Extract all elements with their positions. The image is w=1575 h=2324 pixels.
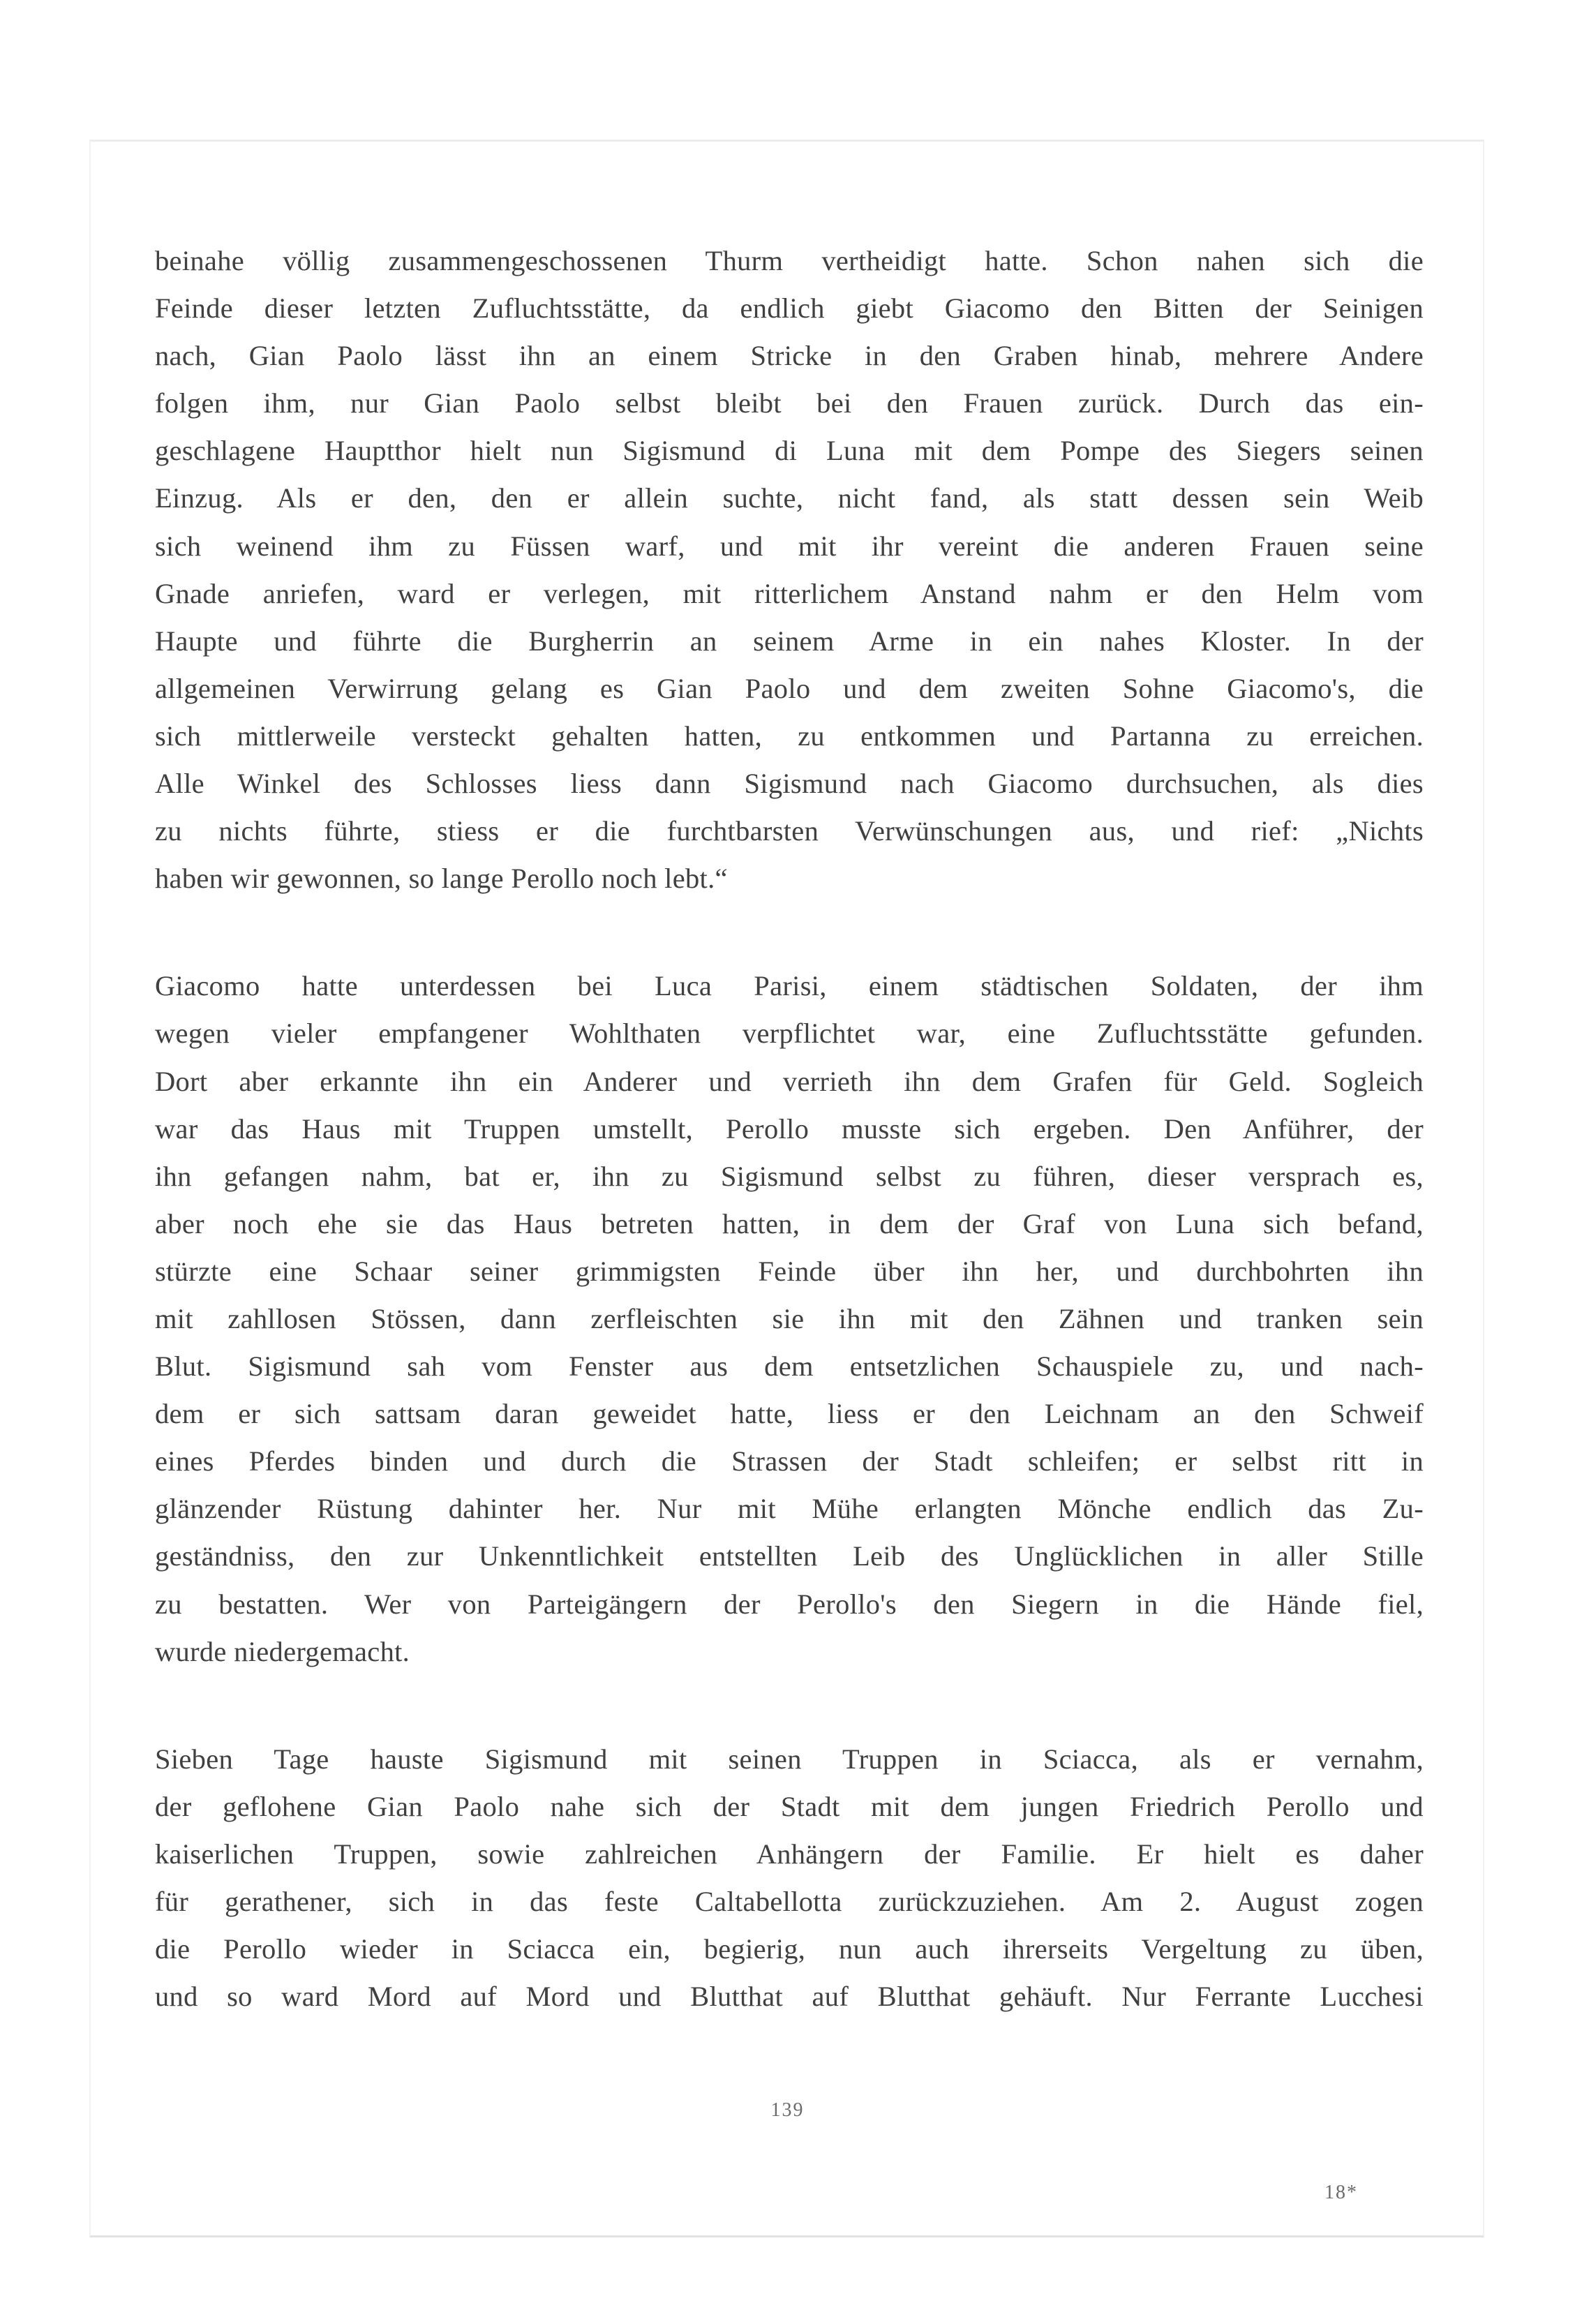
text-line: sich mittlerweile versteckt gehalten hatten, zu entkommen und Partanna zu erreichen. xyxy=(155,720,1424,752)
text-line: kaiserlichen Truppen, sowie zahlreichen Anhängern der Familie. Er hielt es daher xyxy=(155,1838,1424,1870)
text-line: und so ward Mord auf Mord und Blutthat auf Blutthat gehäuft. Nur Ferrante Lucchesi xyxy=(155,1981,1424,2013)
text-line: Blut. Sigismund sah vom Fenster aus dem entsetzlichen Schauspiele zu, und nach- xyxy=(155,1350,1424,1383)
text-line: wurde niedergemacht. xyxy=(155,1635,410,1667)
text-line: Sieben Tage hauste Sigismund mit seinen Truppen in Sciacca, als er vernahm, xyxy=(155,1743,1424,1775)
text-line: haben wir gewonnen, so lange Perollo noch lebt.“ xyxy=(155,863,728,895)
text-line: zu nichts führte, stiess er die furchtbarsten Verwünschungen aus, und rief: „Nichts xyxy=(155,815,1424,847)
text-line: Gnade anriefen, ward er verlegen, mit ritterlichem Anstand nahm er den Helm vom xyxy=(155,577,1424,609)
text-line: geständniss, den zur Unkenntlichkeit entstellten Leib des Unglücklichen in aller Stille xyxy=(155,1540,1424,1572)
text-line: stürzte eine Schaar seiner grimmigsten Feinde über ihn her, und durchbohrten ihn xyxy=(155,1255,1424,1287)
signature-mark: 18* xyxy=(1324,2182,1358,2203)
text-line: ihn gefangen nahm, bat er, ihn zu Sigismund selbst zu führen, dieser versprach es, xyxy=(155,1160,1424,1192)
text-line: Feinde dieser letzten Zufluchtsstätte, da endlich giebt Giacomo den Bitten der Seinigen xyxy=(155,292,1424,325)
body-text xyxy=(155,237,1424,2080)
text-line: die Perollo wieder in Sciacca ein, begierig, nun auch ihrerseits Vergeltung zu üben, xyxy=(155,1933,1424,1965)
text-line: nach, Gian Paolo lässt ihn an einem Stricke in den Graben hinab, mehrere Andere xyxy=(155,340,1424,372)
paragraph-3 xyxy=(155,1736,1424,2021)
text-line: wegen vieler empfangener Wohlthaten verpflichtet war, eine Zufluchtsstätte gefunden. xyxy=(155,1018,1424,1050)
text-line: glänzender Rüstung dahinter her. Nur mit Mühe erlangten Mönche endlich das Zu- xyxy=(155,1493,1424,1525)
text-line: für gerathener, sich in das feste Caltabellotta zurückzuziehen. Am 2. August zogen xyxy=(155,1886,1424,1917)
text-line: sich weinend ihm zu Füssen warf, und mit ihr vereint die anderen Frauen seine xyxy=(155,530,1424,562)
text-line: beinahe völlig zusammengeschossenen Thurm vertheidigt hatte. Schon nahen sich die xyxy=(155,245,1424,276)
text-line: eines Pferdes binden und durch die Strassen der Stadt schleifen; er selbst ritt in xyxy=(155,1445,1424,1477)
text-line: aber noch ehe sie das Haus betreten hatten, in dem der Graf von Luna sich befand, xyxy=(155,1207,1424,1239)
paragraph-2 xyxy=(155,962,1424,1675)
text-line: Giacomo hatte unterdessen bei Luca Parisi, einem städtischen Soldaten, der ihm xyxy=(155,970,1424,1002)
text-line: Dort aber erkannte ihn ein Anderer und verrieth ihn dem Grafen für Geld. Sogleich xyxy=(155,1065,1424,1097)
text-line: dem er sich sattsam daran geweidet hatte, liess er den Leichnam an den Schweif xyxy=(155,1398,1424,1430)
text-line: Alle Winkel des Schlosses liess dann Sigismund nach Giacomo durchsuchen, als dies xyxy=(155,768,1424,800)
text-line: geschlagene Hauptthor hielt nun Sigismund di Luna mit dem Pompe des Siegers seinen xyxy=(155,435,1424,467)
paragraph-1 xyxy=(155,237,1424,902)
text-line: Einzug. Als er den, den er allein suchte, nicht fand, als statt dessen sein Weib xyxy=(155,482,1424,514)
text-line: folgen ihm, nur Gian Paolo selbst bleibt bei den Frauen zurück. Durch das ein- xyxy=(155,387,1424,419)
text-line: zu bestatten. Wer von Parteigängern der Perollo's den Siegern in die Hände fiel, xyxy=(155,1588,1424,1620)
text-line: Haupte und führte die Burgherrin an seinem Arme in ein nahes Kloster. In der xyxy=(155,625,1424,657)
text-line: mit zahllosen Stössen, dann zerfleischten sie ihn mit den Zähnen und tranken sein xyxy=(155,1302,1424,1334)
text-line: allgemeinen Verwirrung gelang es Gian Paolo und dem zweiten Sohne Giacomo's, die xyxy=(155,672,1424,704)
text-line: war das Haus mit Truppen umstellt, Perollo musste sich ergeben. Den Anführer, der xyxy=(155,1112,1424,1145)
text-line: der geflohene Gian Paolo nahe sich der Stadt mit dem jungen Friedrich Perollo und xyxy=(155,1790,1424,1822)
page-number: 139 xyxy=(770,2099,805,2121)
